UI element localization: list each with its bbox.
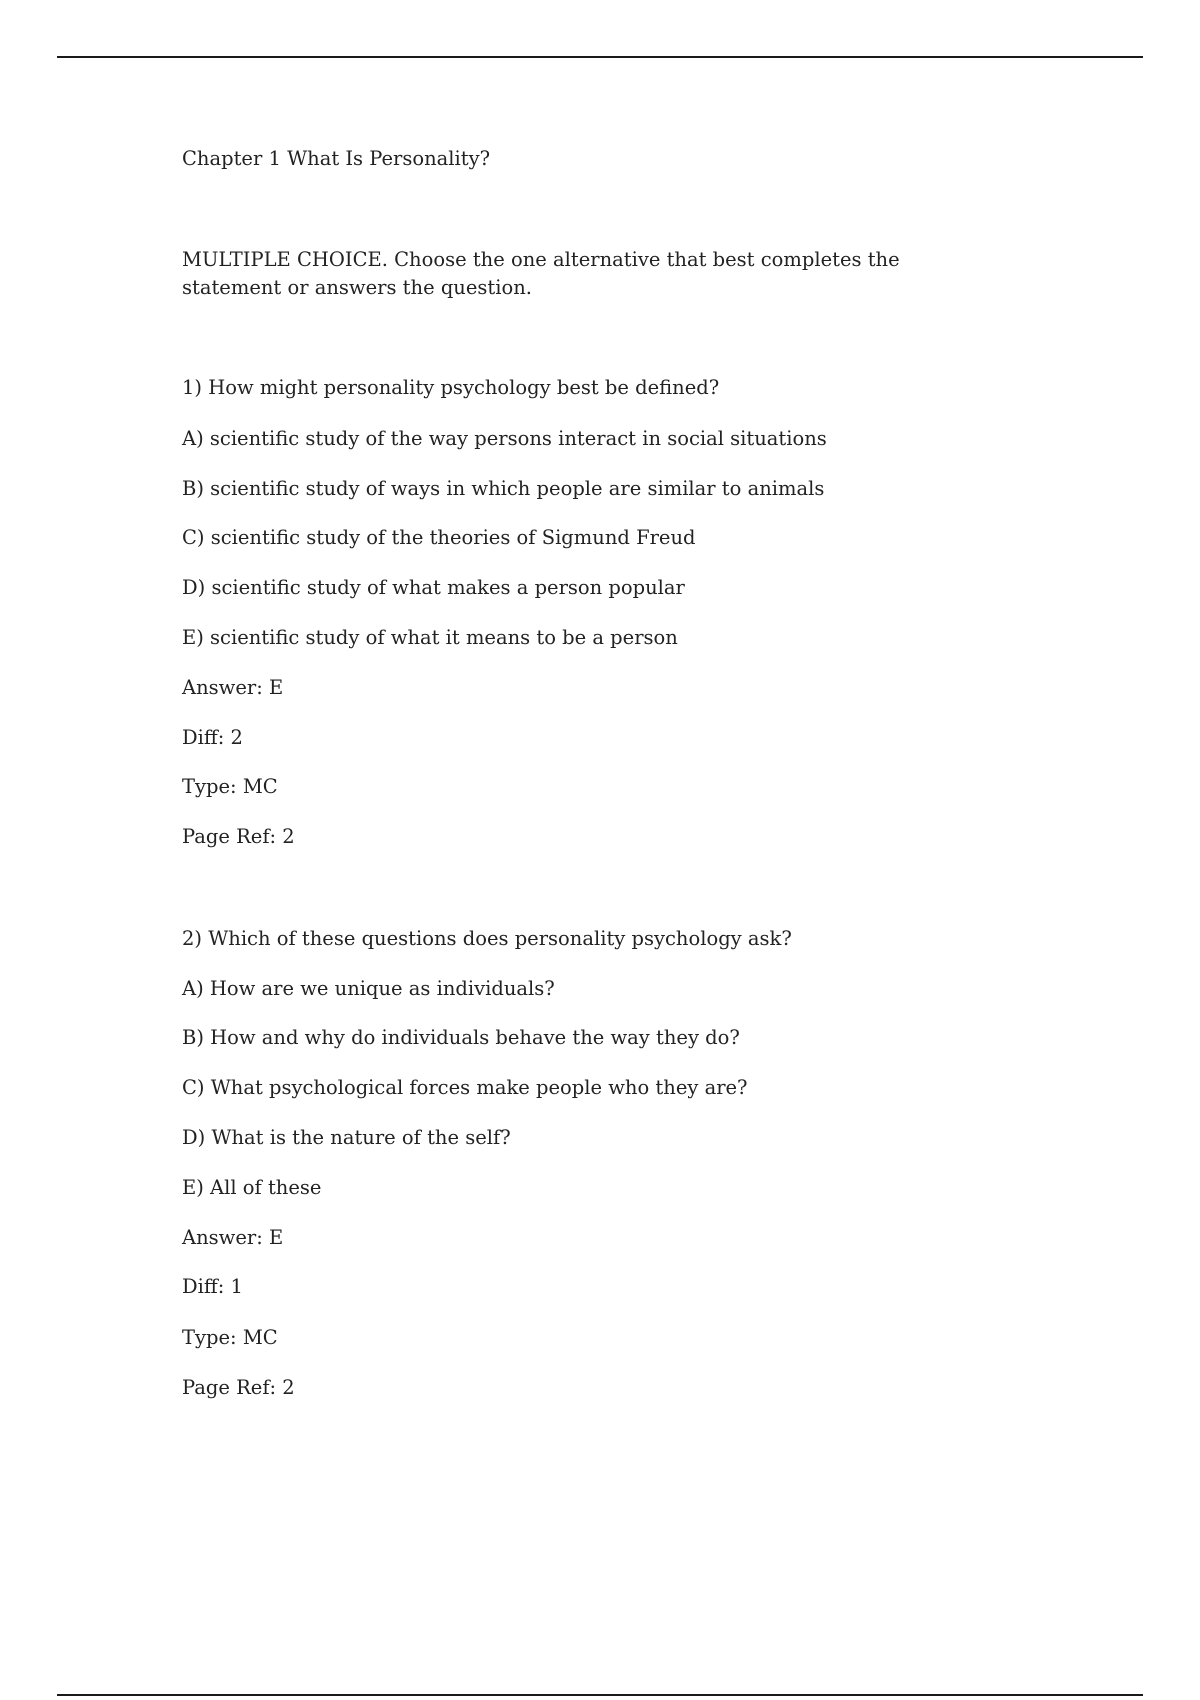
difficulty: Diff: 1: [182, 1275, 243, 1298]
question-text: 2) Which of these questions does personality psychology ask?: [182, 927, 792, 950]
question-type: Type: MC: [182, 1326, 278, 1349]
option-b: B) scientific study of ways in which people are similar to animals: [182, 477, 825, 500]
option-a: A) How are we unique as individuals?: [182, 977, 555, 1000]
option-e: E) All of these: [182, 1176, 322, 1199]
option-e: E) scientific study of what it means to be a person: [182, 626, 678, 649]
answer: Answer: E: [182, 676, 284, 699]
option-c: C) scientific study of the theories of Sigmund Freud: [182, 526, 696, 549]
option-d: D) What is the nature of the self?: [182, 1126, 511, 1149]
option-d: D) scientific study of what makes a person popular: [182, 576, 685, 599]
question-text: 1) How might personality psychology best be defined?: [182, 376, 720, 399]
option-b: B) How and why do individuals behave the way they do?: [182, 1026, 740, 1049]
instructions: MULTIPLE CHOICE. Choose the one alternative that best completes the statement or answers the question.: [182, 248, 900, 299]
option-a: A) scientific study of the way persons interact in social situations: [182, 427, 827, 450]
option-c: C) What psychological forces make people who they are?: [182, 1076, 748, 1099]
page-ref: Page Ref: 2: [182, 1376, 295, 1399]
question-type: Type: MC: [182, 775, 278, 798]
answer: Answer: E: [182, 1226, 284, 1249]
page-ref: Page Ref: 2: [182, 825, 295, 848]
bottom-rule: [57, 1694, 1143, 1696]
chapter-title: Chapter 1 What Is Personality?: [182, 147, 491, 170]
difficulty: Diff: 2: [182, 726, 243, 749]
top-rule: [57, 56, 1143, 58]
